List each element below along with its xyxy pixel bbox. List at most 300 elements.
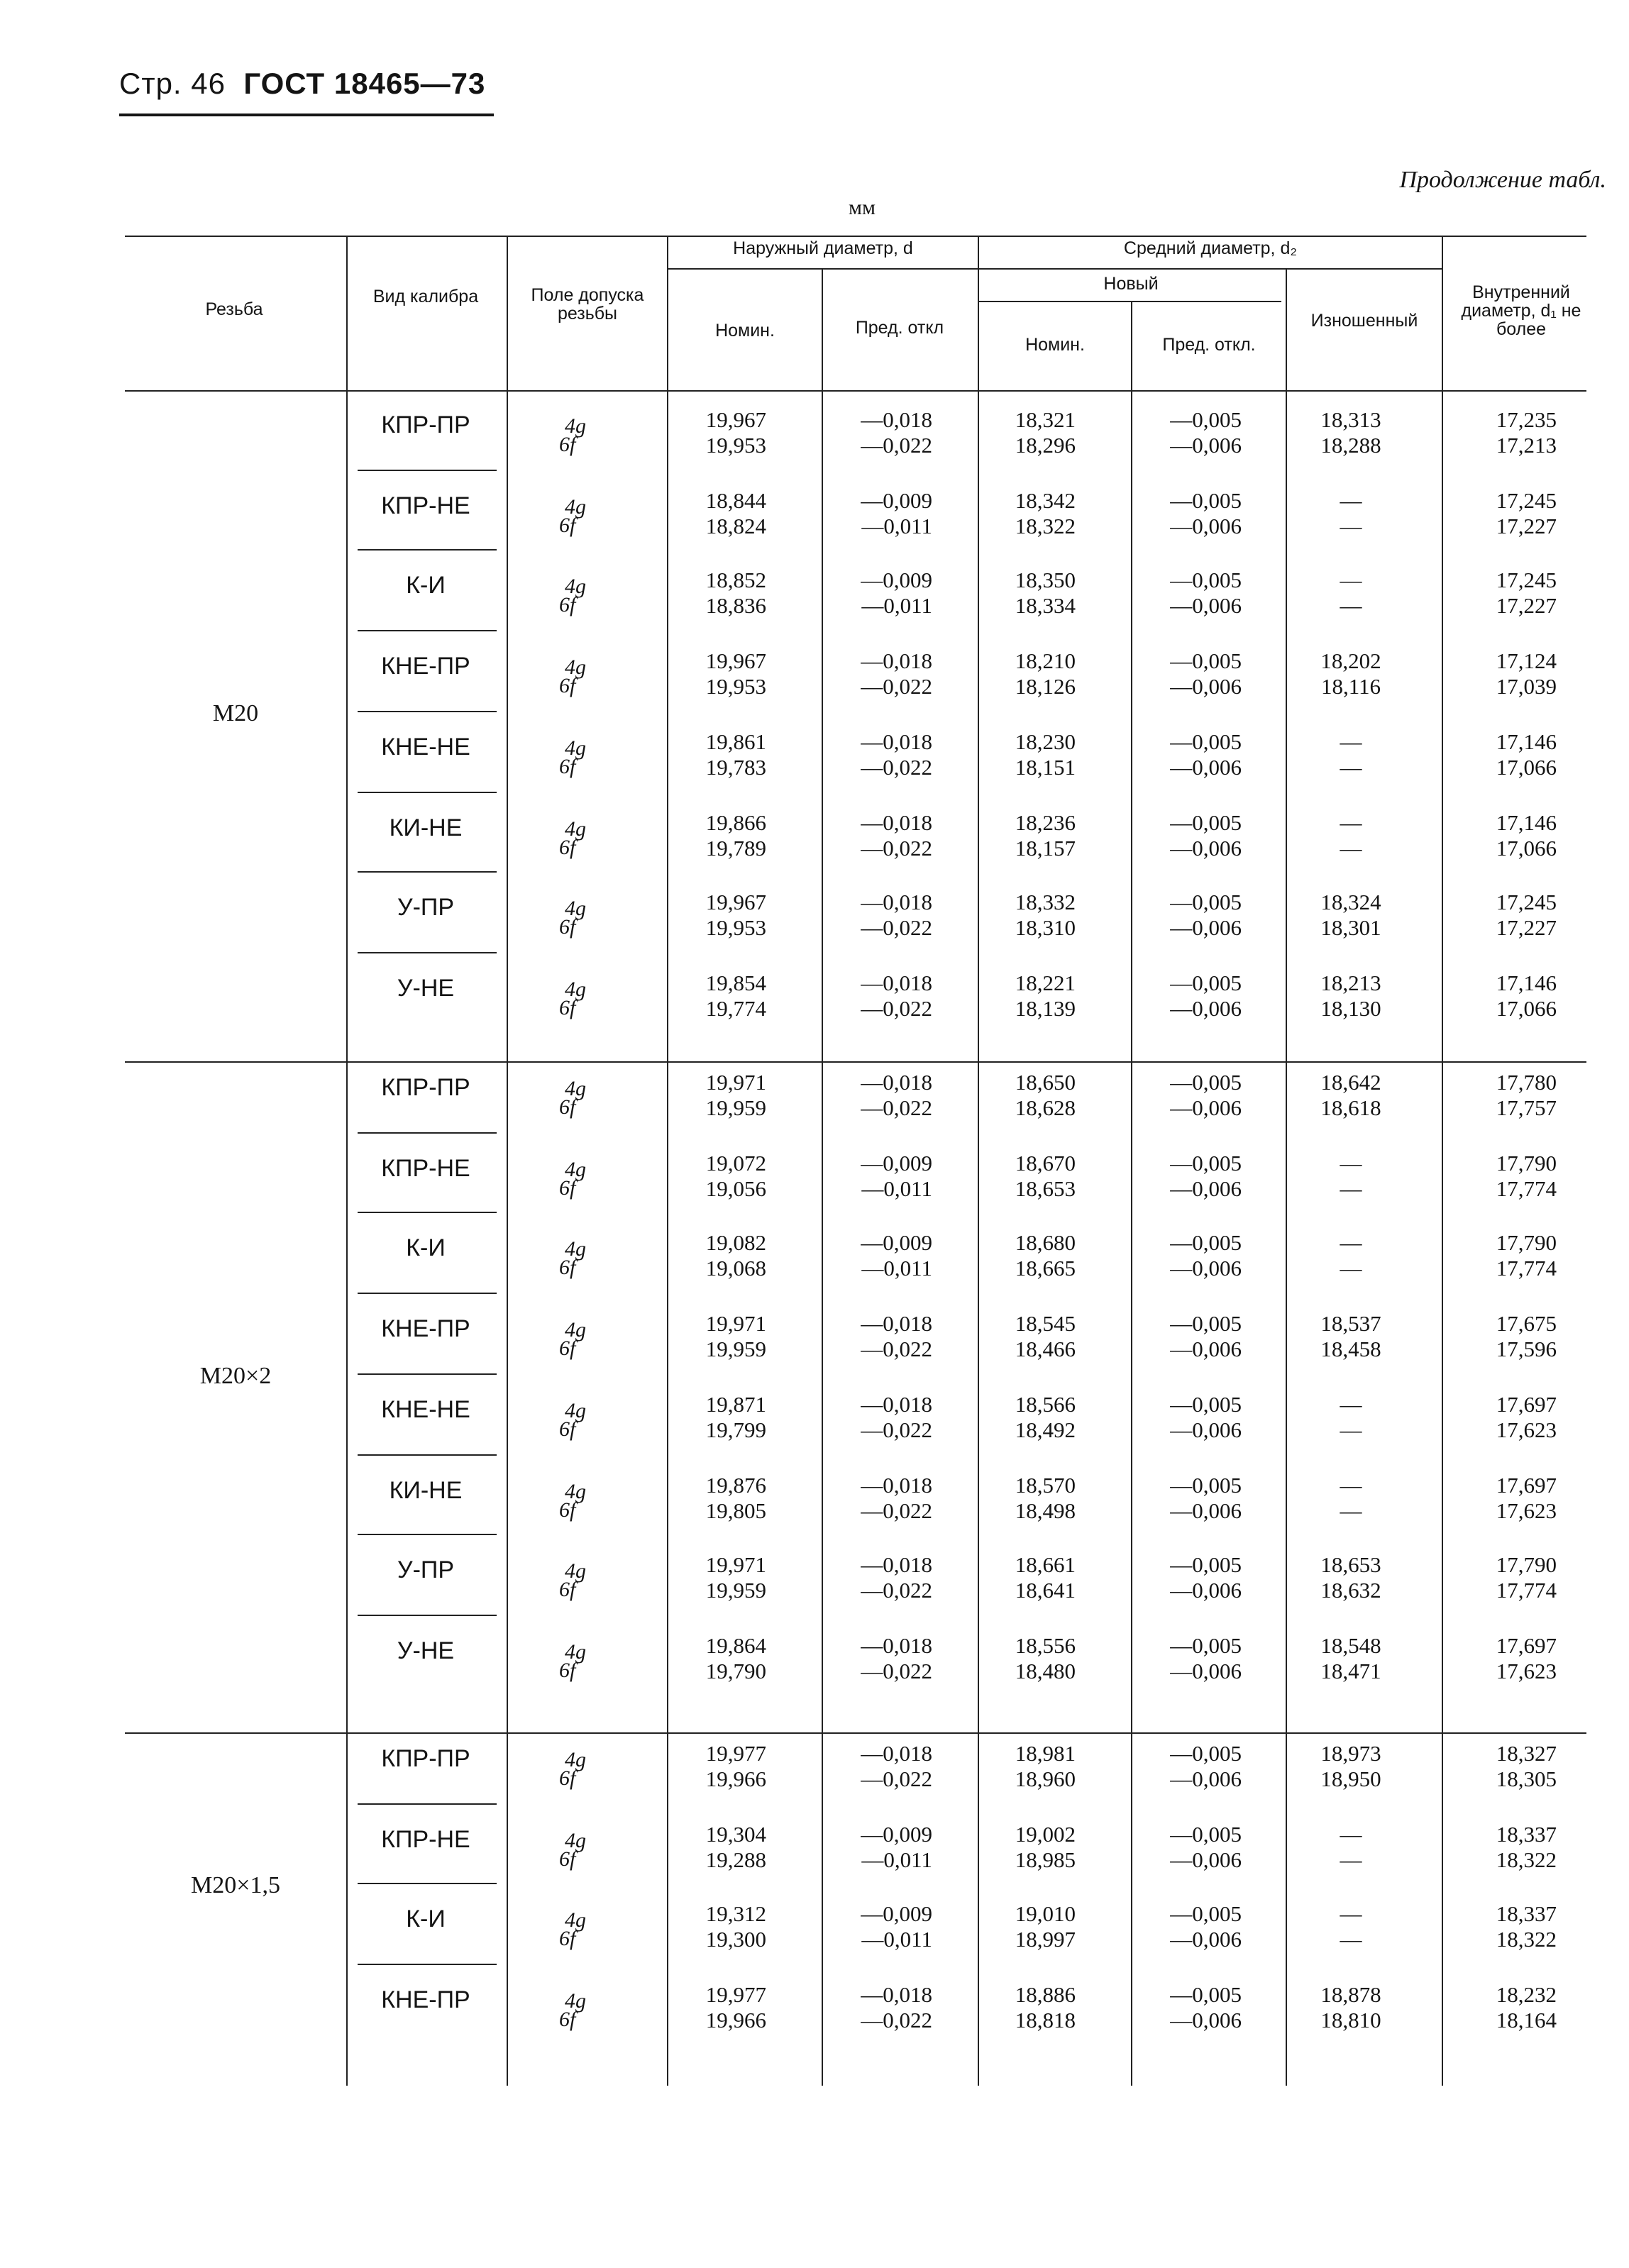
table-cell: 18,334 <box>1015 594 1076 619</box>
table-cell: 17,697 <box>1496 1473 1557 1498</box>
header-divider <box>978 236 979 392</box>
table-cell: —0,005 <box>1170 489 1242 514</box>
table-cell: 18,164 <box>1496 2009 1557 2034</box>
col-header-tolerance: Поле допуска резьбы <box>531 285 644 323</box>
gauge-row-rule <box>358 469 497 470</box>
table-cell: 18,157 <box>1015 836 1076 861</box>
gauge-type: КИ-НЕ <box>389 1476 463 1503</box>
tolerance-field: 4g <box>565 1320 586 1343</box>
table-cell: 17,235 <box>1496 409 1557 433</box>
table-cell: 18,322 <box>1015 514 1076 539</box>
table-cell: 18,653 <box>1320 1554 1381 1578</box>
table-cell: —0,018 <box>861 891 932 916</box>
table-cell: 18,824 <box>705 514 766 539</box>
header-divider <box>1131 301 1132 392</box>
table-cell: —0,006 <box>1170 1097 1242 1121</box>
table-cell: 18,886 <box>1015 1984 1076 2008</box>
table-cell: 17,596 <box>1496 1338 1557 1363</box>
table-cell: 19,799 <box>705 1418 766 1443</box>
gauge-type: К-И <box>406 572 446 599</box>
table-cell: 18,332 <box>1015 891 1076 916</box>
tolerance-field: 6f <box>559 1848 576 1871</box>
table-cell: 19,971 <box>705 1554 766 1578</box>
table-cell: 19,967 <box>705 650 766 675</box>
table-cell: 17,245 <box>1496 569 1557 594</box>
tolerance-field: 6f <box>559 434 576 457</box>
table-cell: —0,018 <box>861 409 932 433</box>
table-cell: 18,313 <box>1320 409 1381 433</box>
table-cell: —0,006 <box>1170 514 1242 539</box>
table-cell: — <box>1340 1232 1362 1256</box>
table-cell: 19,068 <box>705 1257 766 1282</box>
table-cell: —0,005 <box>1170 1071 1242 1095</box>
table-cell: —0,006 <box>1170 997 1242 1022</box>
table-cell: 17,066 <box>1496 756 1557 780</box>
tolerance-field: 6f <box>559 997 576 1020</box>
header-rule-new <box>979 301 1281 302</box>
table-cell: 19,971 <box>705 1071 766 1095</box>
table-cell: 18,342 <box>1015 489 1076 514</box>
table-cell: —0,006 <box>1170 1579 1242 1604</box>
table-cell: 18,650 <box>1015 1071 1076 1095</box>
table-cell: 19,288 <box>705 1848 766 1873</box>
table-cell: 18,130 <box>1320 997 1381 1022</box>
table-cell: 17,227 <box>1496 514 1557 539</box>
gauge-row-rule <box>358 791 497 792</box>
table-cell: 18,324 <box>1320 891 1381 916</box>
gauge-row-rule <box>358 550 497 551</box>
tolerance-field: 6f <box>559 1097 576 1119</box>
header-rule <box>119 114 494 116</box>
table-cell: 19,977 <box>705 1742 766 1766</box>
table-cell: 18,632 <box>1320 1579 1381 1604</box>
table-cell: 19,959 <box>705 1338 766 1363</box>
gauge-row-rule <box>358 871 497 873</box>
table-cell: 17,790 <box>1496 1232 1557 1256</box>
table-cell: 18,301 <box>1320 917 1381 941</box>
table-cell: 18,139 <box>1015 997 1076 1022</box>
table-cell: 19,864 <box>705 1634 766 1659</box>
header-divider <box>1286 268 1287 392</box>
table-cell: 18,985 <box>1015 1848 1076 1873</box>
standard-number: ГОСТ 18465—73 <box>243 68 486 101</box>
table-cell: 18,973 <box>1320 1742 1381 1766</box>
table-cell: —0,005 <box>1170 1312 1242 1337</box>
table-cell: —0,006 <box>1170 1257 1242 1282</box>
table-cell: —0,018 <box>861 650 932 675</box>
table-cell: 17,774 <box>1496 1257 1557 1282</box>
table-cell: —0,005 <box>1170 1984 1242 2008</box>
table-cell: —0,006 <box>1170 836 1242 861</box>
table-cell: —0,006 <box>1170 1659 1242 1684</box>
table-cell: 18,350 <box>1015 569 1076 594</box>
table-cell: —0,011 <box>861 594 932 619</box>
table-cell: 18,232 <box>1496 1984 1557 2008</box>
table-cell: 18,852 <box>705 569 766 594</box>
table-cell: —0,011 <box>861 514 932 539</box>
table-cell: 18,628 <box>1015 1097 1076 1121</box>
table-cell: 17,774 <box>1496 1177 1557 1202</box>
gauge-type: КПР-НЕ <box>381 492 470 519</box>
table-cell: —0,006 <box>1170 675 1242 700</box>
table-cell: 19,082 <box>705 1232 766 1256</box>
table-cell: 18,844 <box>705 489 766 514</box>
table-cell: —0,006 <box>1170 1418 1242 1443</box>
column-divider <box>978 392 979 2086</box>
table-cell: 18,327 <box>1496 1742 1557 1766</box>
table-cell: 18,665 <box>1015 1257 1076 1282</box>
table-cell: 18,213 <box>1320 971 1381 996</box>
table-cell: 18,548 <box>1320 1634 1381 1659</box>
table-cell: —0,022 <box>861 756 932 780</box>
table-cell: 18,322 <box>1496 1928 1557 1953</box>
col-header-pitch-nominal: Номин. <box>1025 335 1085 355</box>
gauge-type: К-И <box>406 1234 446 1262</box>
table-cell: —0,009 <box>861 489 932 514</box>
group-separator <box>125 1732 1586 1734</box>
table-cell: — <box>1340 1257 1362 1282</box>
table-cell: —0,018 <box>861 1312 932 1337</box>
tolerance-field: 4g <box>565 657 586 680</box>
gauge-type: КНЕ-ПР <box>381 1986 470 2014</box>
gauge-type: КНЕ-ПР <box>381 1315 470 1343</box>
table-cell: 19,959 <box>705 1097 766 1121</box>
table-cell: — <box>1340 1393 1362 1417</box>
column-divider <box>667 392 668 2086</box>
table-cell: —0,005 <box>1170 730 1242 755</box>
tolerance-field: 4g <box>565 898 586 922</box>
table-cell: —0,018 <box>861 1473 932 1498</box>
table-cell: 19,966 <box>705 2009 766 2034</box>
table-cell: —0,022 <box>861 1499 932 1523</box>
tolerance-field: 4g <box>565 1239 586 1262</box>
tolerance-field: 4g <box>565 1561 586 1584</box>
tolerance-field: 4g <box>565 1991 586 2014</box>
continuation-label: Продолжение табл. <box>1399 166 1606 193</box>
column-divider <box>1131 392 1132 2086</box>
table-cell: —0,009 <box>861 1903 932 1927</box>
table-cell: 18,337 <box>1496 1903 1557 1927</box>
table-cell: — <box>1340 1151 1362 1176</box>
col-header-outer-deviation: Пред. откл <box>855 318 944 338</box>
table-cell: 17,757 <box>1496 1097 1557 1121</box>
table-cell: —0,009 <box>861 1151 932 1176</box>
col-header-new: Новый <box>1103 274 1159 294</box>
gauge-type: КПР-НЕ <box>381 1825 470 1853</box>
table-cell: 18,236 <box>1015 811 1076 835</box>
table-cell: — <box>1340 756 1362 780</box>
tolerance-field: 4g <box>565 1910 586 1933</box>
table-cell: 18,305 <box>1496 1768 1557 1792</box>
table-cell: 17,790 <box>1496 1151 1557 1176</box>
table-cell: 19,967 <box>705 891 766 916</box>
table-cell: — <box>1340 1903 1362 1927</box>
group-separator <box>125 1061 1586 1063</box>
table-cell: 18,997 <box>1015 1928 1076 1953</box>
table-cell: 18,981 <box>1015 1742 1076 1766</box>
table-cell: — <box>1340 836 1362 861</box>
table-cell: — <box>1340 514 1362 539</box>
table-cell: 18,458 <box>1320 1338 1381 1363</box>
table-cell: — <box>1340 1499 1362 1523</box>
table-cell: 19,871 <box>705 1393 766 1417</box>
table-cell: 18,221 <box>1015 971 1076 996</box>
table-cell: —0,005 <box>1170 1634 1242 1659</box>
gauge-row-rule <box>358 952 497 953</box>
table-cell: —0,022 <box>861 836 932 861</box>
header-top-rule <box>125 236 1586 237</box>
col-header-thread: Резьба <box>205 299 263 319</box>
gauge-type: КНЕ-НЕ <box>381 733 470 760</box>
table-cell: 17,146 <box>1496 971 1557 996</box>
table-cell: 17,227 <box>1496 917 1557 941</box>
table-cell: 18,322 <box>1496 1848 1557 1873</box>
gauge-type: У-НЕ <box>397 1637 455 1664</box>
table-cell: 19,854 <box>705 971 766 996</box>
table-cell: 19,866 <box>705 811 766 835</box>
table-cell: —0,022 <box>861 1579 932 1604</box>
gauge-row-rule <box>358 1883 497 1885</box>
table-cell: —0,022 <box>861 675 932 700</box>
table-cell: 19,953 <box>705 917 766 941</box>
table-cell: 18,618 <box>1320 1097 1381 1121</box>
table-cell: 17,780 <box>1496 1071 1557 1095</box>
table-cell: 18,670 <box>1015 1151 1076 1176</box>
tolerance-field: 4g <box>565 1830 586 1853</box>
unit-label: мм <box>849 197 876 220</box>
table-cell: 17,213 <box>1496 434 1557 458</box>
table-cell: — <box>1340 1848 1362 1873</box>
table-cell: 18,566 <box>1015 1393 1076 1417</box>
table-cell: —0,006 <box>1170 2009 1242 2034</box>
gauge-type: КНЕ-НЕ <box>381 1395 470 1423</box>
table-cell: 19,967 <box>705 409 766 433</box>
table-cell: —0,006 <box>1170 756 1242 780</box>
table-cell: — <box>1340 730 1362 755</box>
tolerance-field: 6f <box>559 1177 576 1200</box>
tolerance-field: 6f <box>559 1768 576 1791</box>
tolerance-field: 6f <box>559 1338 576 1361</box>
table-cell: 19,002 <box>1015 1822 1076 1847</box>
tolerance-field: 6f <box>559 1579 576 1603</box>
table-cell: 18,878 <box>1320 1984 1381 2008</box>
table-cell: 18,653 <box>1015 1177 1076 1202</box>
table-cell: —0,018 <box>861 971 932 996</box>
table-cell: — <box>1340 1822 1362 1847</box>
table-cell: —0,006 <box>1170 1338 1242 1363</box>
table-cell: 19,966 <box>705 1768 766 1792</box>
table-cell: —0,018 <box>861 1984 932 2008</box>
table-cell: —0,022 <box>861 997 932 1022</box>
table-cell: 18,570 <box>1015 1473 1076 1498</box>
column-divider <box>822 392 823 2086</box>
table-cell: —0,005 <box>1170 1554 1242 1578</box>
gauge-type: КПР-ПР <box>381 411 470 438</box>
table-cell: —0,005 <box>1170 650 1242 675</box>
table-cell: —0,018 <box>861 1393 932 1417</box>
gauge-row-rule <box>358 1212 497 1214</box>
table-cell: 18,288 <box>1320 434 1381 458</box>
table-cell: —0,022 <box>861 1418 932 1443</box>
tolerance-field: 6f <box>559 675 576 699</box>
tolerance-field: 6f <box>559 756 576 779</box>
table-cell: —0,006 <box>1170 1768 1242 1792</box>
table-cell: —0,009 <box>861 1232 932 1256</box>
table-cell: 18,471 <box>1320 1659 1381 1684</box>
table-cell: —0,022 <box>861 434 932 458</box>
table-cell: —0,018 <box>861 1071 932 1095</box>
table-cell: —0,018 <box>861 730 932 755</box>
table-cell: 19,876 <box>705 1473 766 1498</box>
table-cell: — <box>1340 594 1362 619</box>
table-cell: —0,005 <box>1170 811 1242 835</box>
table-cell: 18,466 <box>1015 1338 1076 1363</box>
table-cell: 17,675 <box>1496 1312 1557 1337</box>
table-cell: 17,623 <box>1496 1659 1557 1684</box>
tolerance-field: 6f <box>559 917 576 940</box>
table-cell: —0,018 <box>861 1554 932 1578</box>
table-cell: —0,006 <box>1170 917 1242 941</box>
header-divider <box>667 236 668 392</box>
gauge-type: У-ПР <box>397 1556 455 1584</box>
col-header-outer-diameter: Наружный диаметр, d <box>733 238 913 258</box>
col-header-pitch-diameter: Средний диаметр, d₂ <box>1123 238 1298 258</box>
table-cell: —0,005 <box>1170 1232 1242 1256</box>
table-cell: 18,230 <box>1015 730 1076 755</box>
table-cell: 18,818 <box>1015 2009 1076 2034</box>
table-cell: — <box>1340 811 1362 835</box>
table-cell: 18,202 <box>1320 650 1381 675</box>
tolerance-field: 4g <box>565 818 586 841</box>
table-cell: —0,005 <box>1170 1473 1242 1498</box>
gauge-row-rule <box>358 1534 497 1535</box>
table-cell: 19,072 <box>705 1151 766 1176</box>
table-cell: 18,210 <box>1015 650 1076 675</box>
gauge-type: КИ-НЕ <box>389 814 463 841</box>
table-cell: 18,545 <box>1015 1312 1076 1337</box>
table-cell: 19,971 <box>705 1312 766 1337</box>
tolerance-field: 6f <box>559 2009 576 2032</box>
table-cell: 17,697 <box>1496 1634 1557 1659</box>
table-cell: 19,977 <box>705 1984 766 2008</box>
gauge-row-rule <box>358 1615 497 1616</box>
table-cell: —0,005 <box>1170 1903 1242 1927</box>
table-cell: —0,022 <box>861 1338 932 1363</box>
tolerance-field: 4g <box>565 1400 586 1423</box>
table-cell: —0,005 <box>1170 1393 1242 1417</box>
table-cell: 18,680 <box>1015 1232 1076 1256</box>
table-cell: —0,005 <box>1170 409 1242 433</box>
header-bottom-rule <box>125 390 1586 392</box>
table-cell: 18,661 <box>1015 1554 1076 1578</box>
table-cell: 18,556 <box>1015 1634 1076 1659</box>
table-cell: 17,623 <box>1496 1499 1557 1523</box>
gauge-row-rule <box>358 1132 497 1133</box>
header-divider <box>346 236 348 392</box>
col-header-inner-diameter: Внутренний диаметр, d₁ не более <box>1461 282 1581 339</box>
table-cell: — <box>1340 1177 1362 1202</box>
gauge-type: КПР-ПР <box>381 1074 470 1101</box>
table-cell: —0,011 <box>861 1177 932 1202</box>
gauge-type: КПР-НЕ <box>381 1154 470 1182</box>
table-cell: — <box>1340 1473 1362 1498</box>
table-cell: 17,124 <box>1496 650 1557 675</box>
table-cell: —0,006 <box>1170 594 1242 619</box>
table-cell: — <box>1340 569 1362 594</box>
gauge-type: У-ПР <box>397 894 455 922</box>
table-cell: 18,641 <box>1015 1579 1076 1604</box>
table-cell: —0,005 <box>1170 1151 1242 1176</box>
table-cell: 17,245 <box>1496 489 1557 514</box>
header-divider <box>1442 236 1443 392</box>
table-cell: —0,018 <box>861 811 932 835</box>
col-header-worn: Изношенный <box>1310 311 1418 331</box>
table-cell: 18,810 <box>1320 2009 1381 2034</box>
table-cell: 19,304 <box>705 1822 766 1847</box>
gauge-row-rule <box>358 1803 497 1804</box>
table-cell: —0,006 <box>1170 434 1242 458</box>
table-cell: 18,296 <box>1015 434 1076 458</box>
table-cell: 18,337 <box>1496 1822 1557 1847</box>
table-cell: —0,011 <box>861 1257 932 1282</box>
table-cell: 18,321 <box>1015 409 1076 433</box>
col-header-gauge-type: Вид калибра <box>372 287 479 306</box>
table-cell: 19,790 <box>705 1659 766 1684</box>
table-cell: 17,790 <box>1496 1554 1557 1578</box>
table-cell: —0,018 <box>861 1634 932 1659</box>
table-cell: —0,006 <box>1170 1177 1242 1202</box>
table-cell: 18,537 <box>1320 1312 1381 1337</box>
column-divider <box>346 392 348 2086</box>
table-cell: —0,005 <box>1170 1742 1242 1766</box>
table-cell: 17,227 <box>1496 594 1557 619</box>
page-label: Стр. 46 <box>119 68 226 101</box>
gauge-row-rule <box>358 630 497 631</box>
gauge-type: КПР-ПР <box>381 1745 470 1772</box>
tolerance-field: 4g <box>565 1641 586 1664</box>
table-cell: —0,006 <box>1170 1848 1242 1873</box>
table-cell: —0,022 <box>861 917 932 941</box>
table-cell: 18,960 <box>1015 1768 1076 1792</box>
table-cell: 18,836 <box>705 594 766 619</box>
page-header <box>119 68 485 102</box>
tolerance-field: 4g <box>565 1481 586 1503</box>
tolerance-field: 6f <box>559 1257 576 1280</box>
table-cell: 17,066 <box>1496 836 1557 861</box>
thread-label: М20×2 <box>199 1361 272 1389</box>
table-cell: 19,789 <box>705 836 766 861</box>
table-cell: — <box>1340 1928 1362 1953</box>
gauge-row-rule <box>358 1964 497 1965</box>
gauge-type: КНЕ-ПР <box>381 653 470 680</box>
table-cell: 18,480 <box>1015 1659 1076 1684</box>
col-header-outer-nominal: Номин. <box>715 321 775 341</box>
table-cell: —0,006 <box>1170 1499 1242 1523</box>
column-divider <box>1442 392 1443 2086</box>
table-cell: 19,959 <box>705 1579 766 1604</box>
table-cell: —0,005 <box>1170 971 1242 996</box>
table-cell: 19,056 <box>705 1177 766 1202</box>
tolerance-field: 6f <box>559 594 576 618</box>
tolerance-field: 6f <box>559 1499 576 1522</box>
tolerance-field: 4g <box>565 1078 586 1101</box>
tolerance-field: 4g <box>565 737 586 760</box>
table-cell: —0,005 <box>1170 891 1242 916</box>
tolerance-field: 6f <box>559 1659 576 1683</box>
table-cell: 18,492 <box>1015 1418 1076 1443</box>
tolerance-field: 4g <box>565 416 586 438</box>
table-cell: 19,953 <box>705 434 766 458</box>
